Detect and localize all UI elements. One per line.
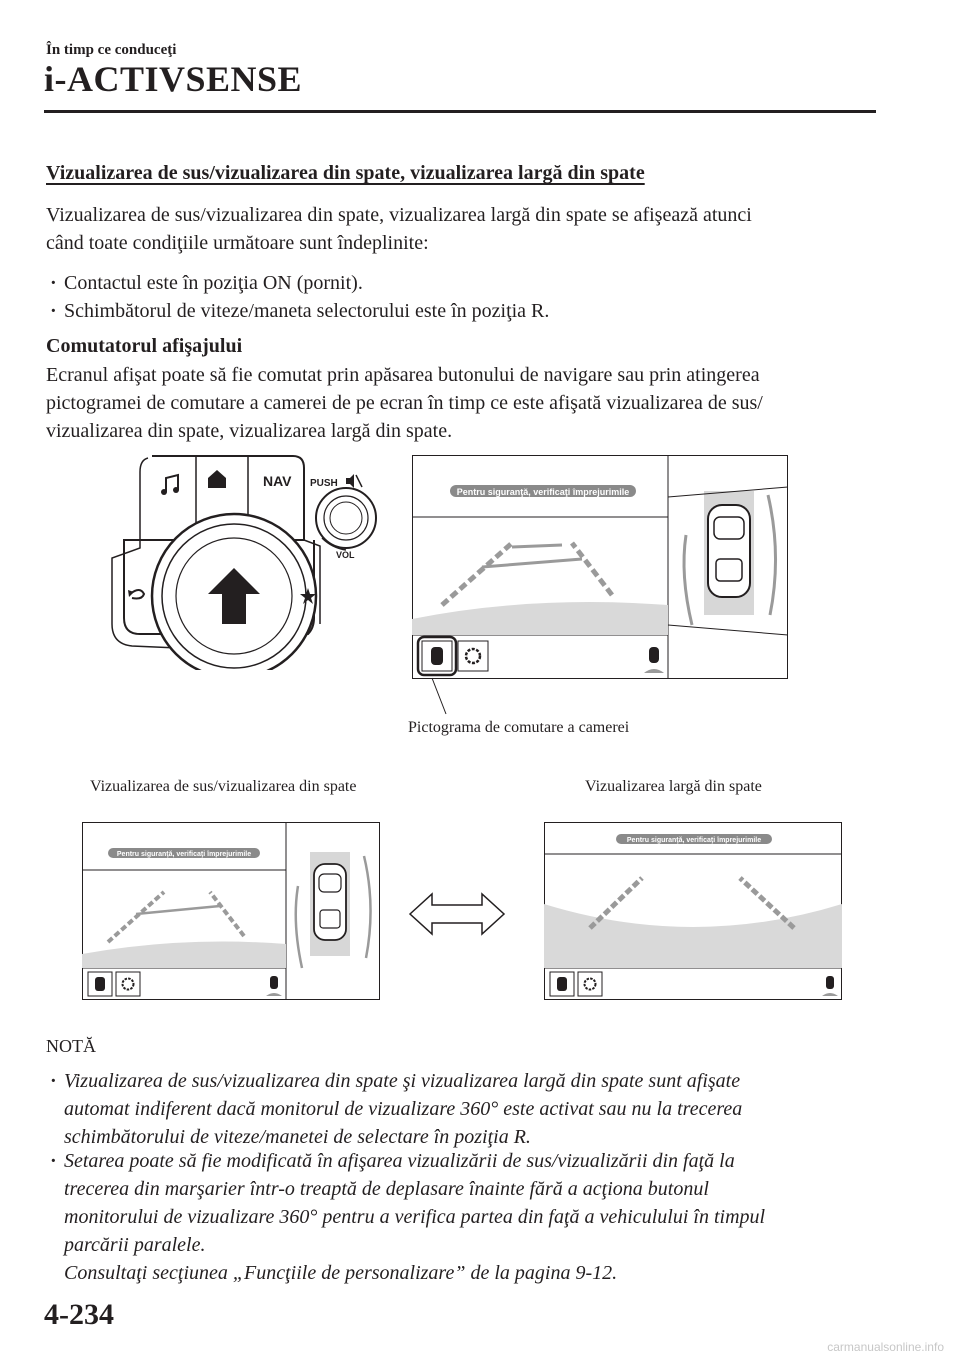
intro-line-1: Vizualizarea de sus/vizualizarea din spate, vizualizarea largă din spate se afişează atunci <box>46 204 752 226</box>
vol-label: VOL <box>336 550 355 560</box>
chapter-title: În timp ce conduceţi <box>46 42 177 58</box>
note-item: · Vizualizarea de sus/vizualizarea din spate şi vizualizarea largă din spate sunt afişate automat indiferent dacă monitorul de vizualizare 360° este activat sau nu la trecerea schimbătorului de viteze/manetei de selectare în poziţia R. <box>50 1067 870 1151</box>
camera-switch-icon <box>422 641 452 671</box>
home-icon <box>208 470 226 488</box>
camera-switch-icon <box>88 972 112 996</box>
settings-gear-icon <box>116 972 140 996</box>
bullet-icon: · <box>50 1070 57 1092</box>
screen-banner: Pentru siguranţă, verificaţi împrejurimile <box>456 487 630 497</box>
left-view-caption: Vizualizarea de sus/vizualizarea din spate <box>90 778 357 795</box>
condition-item: · Contactul este în poziţia ON (pornit). <box>50 269 363 297</box>
nav-label: NAV <box>263 473 292 489</box>
volume-knob-illustration <box>306 470 386 562</box>
display-switch-heading: Comutatorul afişajului <box>46 335 243 357</box>
header-rule <box>44 110 876 113</box>
double-arrow-icon <box>408 892 506 936</box>
camera-screen-wide-rear <box>544 822 842 1000</box>
push-label: PUSH <box>310 478 338 489</box>
settings-gear-icon <box>578 972 602 996</box>
page-number: 4-234 <box>44 1298 114 1331</box>
section-title: i-ACTIVSENSE <box>44 59 303 99</box>
settings-gear-icon <box>458 641 488 671</box>
camera-screen-main <box>412 455 788 679</box>
camera-switch-icon <box>550 972 574 996</box>
camera-screen-top-rear <box>82 822 380 1000</box>
subsection-heading: Vizualizarea de sus/vizualizarea din spate, vizualizarea largă din spate <box>46 162 645 184</box>
display-switch-line-3: vizualizarea din spate, vizualizarea largă din spate. <box>46 420 453 442</box>
screen-banner: Pentru siguranţă, verificaţi împrejurimile <box>626 837 762 844</box>
back-icon <box>128 590 144 599</box>
top-view-car-icon <box>708 505 750 597</box>
bullet-icon: · <box>50 272 57 294</box>
caption-leader-line <box>430 676 450 716</box>
condition-item: · Schimbătorul de viteze/maneta selectorului este în poziţia R. <box>50 297 549 325</box>
note-item: · Setarea poate să fie modificată în afişarea vizualizării de sus/vizualizării din faţă la trecerea din marşarier într-o treaptă de deplasare înainte fără a acţiona butonul monitorului de vizualizare 360° pentru a verifica partea din faţă a vehiculului în timpul parcării paralele. Consultaţi secţiunea „Funcţiile de personalizare” de la pagina 9-12. <box>50 1147 870 1287</box>
watermark: carmanualsonline.info <box>827 1340 944 1354</box>
display-switch-line-2: pictogramei de comutare a camerei de pe ecran în timp ce este afişată vizualizarea de sus/ <box>46 392 763 414</box>
camera-icon-caption: Pictograma de comutare a camerei <box>408 719 630 736</box>
bullet-icon: · <box>50 1150 57 1172</box>
bullet-icon: · <box>50 300 57 322</box>
display-switch-line-1: Ecranul afişat poate să fie comutat prin apăsarea butonului de navigare sau prin atingerea <box>46 364 760 386</box>
music-icon <box>161 475 179 495</box>
right-view-caption: Vizualizarea largă din spate <box>585 778 762 795</box>
screen-banner: Pentru siguranţă, verificaţi împrejurimile <box>116 851 252 858</box>
note-title: NOTĂ <box>46 1036 96 1056</box>
cross-reference: Consultaţi secţiunea „Funcţiile de personalizare” de la pagina 9-12. <box>64 1262 618 1284</box>
mute-icon <box>346 474 362 488</box>
intro-line-2: când toate condiţiile următoare sunt îndeplinite: <box>46 232 429 254</box>
